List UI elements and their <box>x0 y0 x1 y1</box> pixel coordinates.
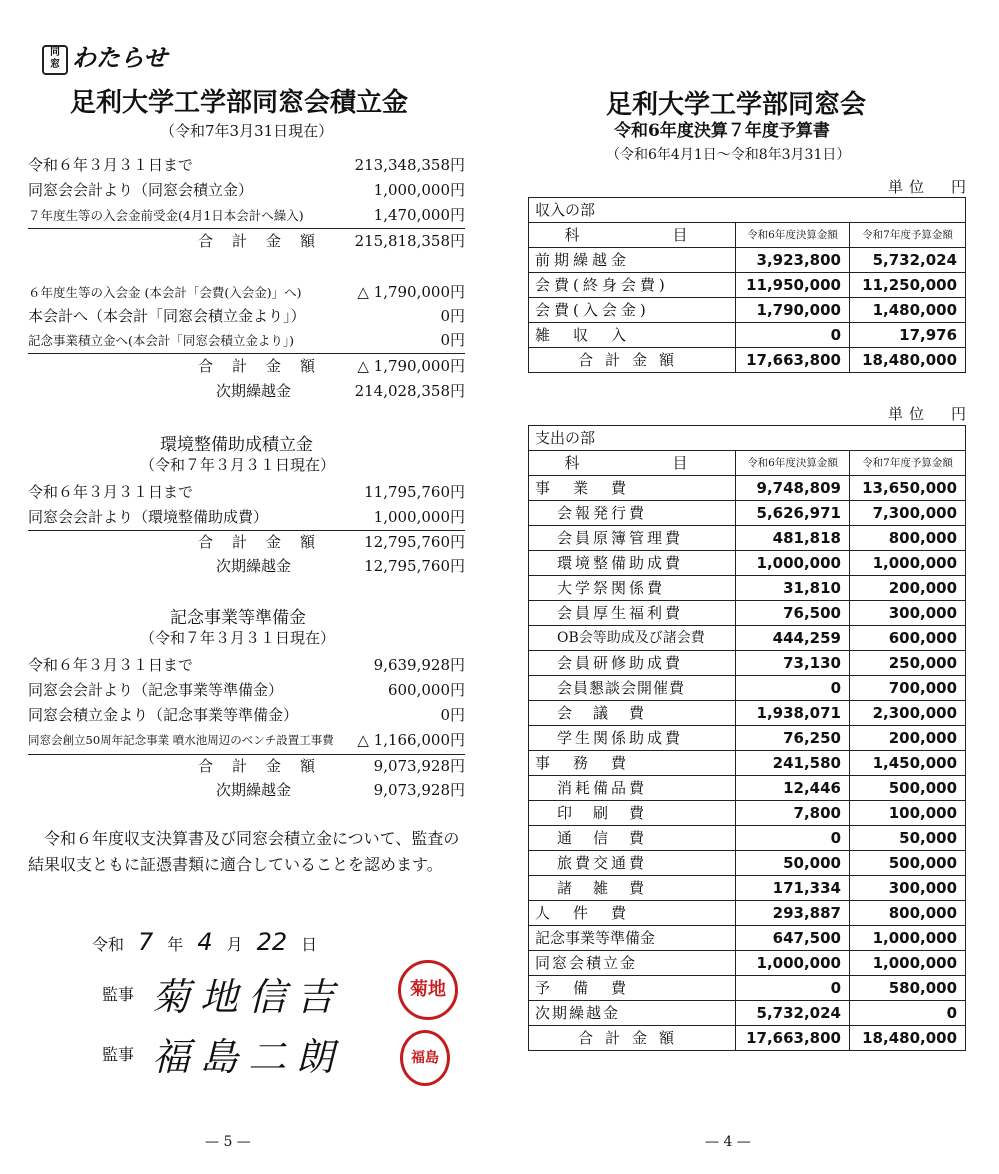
fund-line: 令和６年３月３１日まで 213,348,358円 <box>28 156 465 174</box>
table-row: 雑 収 入 0 17,976 <box>529 323 966 348</box>
table-row: 前期繰越金 3,923,800 5,732,024 <box>529 248 966 273</box>
table-row: 学生関係助成費 76,250 200,000 <box>529 726 966 751</box>
table-row: 会員研修助成費 73,130 250,000 <box>529 651 966 676</box>
table-row: 旅費交通費 50,000 500,000 <box>529 851 966 876</box>
table-row: OB会等助成及び諸会費 444,259 600,000 <box>529 626 966 651</box>
env-fund-title: 環境整備助成積立金 <box>160 435 313 455</box>
memorial-carryover: 次期繰越金 9,073,928円 <box>216 781 465 799</box>
table-row: 印 刷 費 7,800 100,000 <box>529 801 966 826</box>
page-number: — 5 — <box>205 1134 251 1150</box>
expense-section-label: 支出の部 <box>529 426 966 451</box>
income-table <box>528 197 966 373</box>
income-total-row: 合計金額 17,663,800 18,480,000 <box>529 348 966 373</box>
fund-total: 合 計 金 額 215,818,358円 <box>198 232 465 250</box>
table-row: 会員原簿管理費 481,818 800,000 <box>529 526 966 551</box>
table-row: 消耗備品費 12,446 500,000 <box>529 776 966 801</box>
table-row: 会費(入会金) 1,790,000 1,480,000 <box>529 298 966 323</box>
page-number: — 4 — <box>705 1134 751 1150</box>
env-total: 合 計 金 額 12,795,760円 <box>198 533 465 551</box>
memorial-line: 同窓会創立50周年記念事業 噴水池周辺のベンチ設置工事費 △ 1,166,000円 <box>28 731 465 749</box>
auditor-signature: 菊地信吉 <box>152 975 345 1019</box>
fund-title: 足利大学工学部同窓会積立金 <box>70 88 409 118</box>
budget-subtitle: 令和6年度決算７年度予算書 <box>614 121 830 141</box>
expense-total-row: 合計金額 17,663,800 18,480,000 <box>529 1026 966 1051</box>
logo-seal-icon: 同 窓 <box>42 45 68 75</box>
divider <box>28 228 465 229</box>
income-header-row: 科 目 令和6年度決算金額 令和7年度予算金額 <box>529 223 966 248</box>
fund-line: 同窓会会計より（同窓会積立金） 1,000,000円 <box>28 181 465 199</box>
table-row: 人 件 費 293,887 800,000 <box>529 901 966 926</box>
table-row: 次期繰越金 5,732,024 0 <box>529 1001 966 1026</box>
auditor-seal-icon: 菊地 <box>398 960 458 1020</box>
table-row: 会 議 費 1,938,071 2,300,000 <box>529 701 966 726</box>
auditor-seal-icon: 福島 <box>400 1030 450 1086</box>
audit-statement: 令和６年度収支決算書及び同窓会積立金について、監査の結果収支ともに証憑書類に適合していることを認めます。 <box>28 829 460 874</box>
memorial-line: 令和６年３月３１日まで 9,639,928円 <box>28 656 465 674</box>
fund-line: ６年度生等の入会金 (本会計「会費(入会金)」へ) △ 1,790,000円 <box>28 283 465 301</box>
auditor-signature: 福島二朗 <box>152 1035 345 1079</box>
divider <box>28 353 465 354</box>
env-fund-subtitle: （令和７年３月３１日現在） <box>140 456 336 474</box>
unit-label: 単位 円 <box>888 178 973 196</box>
memorial-line: 同窓会会計より（記念事業等準備金） 600,000円 <box>28 681 465 699</box>
memorial-fund-title: 記念事業等準備金 <box>170 608 306 628</box>
income-section-row <box>529 198 966 223</box>
table-row: 環境整備助成費 1,000,000 1,000,000 <box>529 551 966 576</box>
fund-carryover: 次期繰越金 214,028,358円 <box>216 382 465 400</box>
memorial-total: 合 計 金 額 9,073,928円 <box>198 757 465 775</box>
table-row: 予 備 費 0 580,000 <box>529 976 966 1001</box>
fund-total: 合 計 金 額 △ 1,790,000円 <box>198 357 465 375</box>
auditor-role: 監事 <box>102 1045 135 1064</box>
logo-text: わたらせ <box>72 43 168 72</box>
table-row: 諸 雑 費 171,334 300,000 <box>529 876 966 901</box>
table-row: 記念事業等準備金 647,500 1,000,000 <box>529 926 966 951</box>
table-row: 会員懇談会開催費 0 700,000 <box>529 676 966 701</box>
table-row: 大学祭関係費 31,810 200,000 <box>529 576 966 601</box>
table-row: 事 業 費 9,748,809 13,650,000 <box>529 476 966 501</box>
memorial-line: 同窓会積立金より（記念事業等準備金） 0円 <box>28 706 465 724</box>
audit-date: 令和 7 年 4 月 22 日 <box>92 928 318 956</box>
fund-subtitle: （令和7年3月31日現在） <box>160 122 334 140</box>
env-line: 同窓会会計より（環境整備助成費） 1,000,000円 <box>28 508 465 526</box>
fund-line: 本会計へ（本会計「同窓会積立金より」） 0円 <box>28 307 465 325</box>
table-row: 会報発行費 5,626,971 7,300,000 <box>529 501 966 526</box>
auditor-role: 監事 <box>102 985 135 1004</box>
unit-label: 単位 円 <box>888 405 973 423</box>
income-section-label: 収入の部 <box>529 198 966 223</box>
table-row: 会費(終身会費) 11,950,000 11,250,000 <box>529 273 966 298</box>
table-row: 同窓会積立金 1,000,000 1,000,000 <box>529 951 966 976</box>
budget-period: （令和6年4月1日～令和8年3月31日） <box>606 147 851 163</box>
table-row: 会員厚生福利費 76,500 300,000 <box>529 601 966 626</box>
expense-table <box>528 425 966 1051</box>
env-line: 令和６年３月３１日まで 11,795,760円 <box>28 483 465 501</box>
publication-logo <box>42 38 167 75</box>
fund-line: 記念事業積立金へ(本会計「同窓会積立金より」) 0円 <box>28 331 465 349</box>
expense-header-row: 科 目 令和6年度決算金額 令和7年度予算金額 <box>529 451 966 476</box>
expense-section-row <box>529 426 966 451</box>
fund-line: ７年度生等の入会金前受金(4月1日本会計へ繰入) 1,470,000円 <box>28 206 465 224</box>
table-row: 通 信 費 0 50,000 <box>529 826 966 851</box>
table-row: 事 務 費 241,580 1,450,000 <box>529 751 966 776</box>
env-carryover: 次期繰越金 12,795,760円 <box>216 557 465 575</box>
budget-title: 足利大学工学部同窓会 <box>606 90 867 120</box>
memorial-fund-subtitle: （令和７年３月３１日現在） <box>140 629 336 647</box>
